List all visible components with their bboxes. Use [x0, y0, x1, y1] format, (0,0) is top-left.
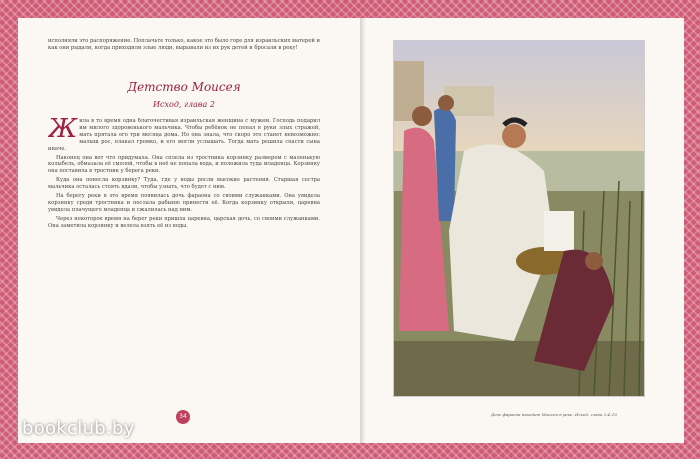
chapter-title: Детство Моисея	[127, 80, 241, 94]
paragraph: Наконец она вот что придумала. Она сплела из тростника корзинку размером с маленькую колыбель, обмазала её смолой, чтобы в неё не попала вода, и положила туда младенца. Корзинку она поставила в тростник у берега реки.	[48, 154, 320, 175]
book-gutter	[360, 18, 366, 443]
illustration	[393, 40, 645, 397]
chapter-body	[48, 118, 320, 403]
illustration-svg	[394, 41, 644, 396]
drop-cap: Ж	[48, 118, 78, 144]
chapter-subtitle: Исход, глава 2	[153, 100, 215, 109]
intro-paragraph: исполняли это распоряжение. Поплачьте только, какое это было горе для израильских матерей и как они рыдали, когда приходили злые люди, вырывали из их рук детей и бросали в реку!	[48, 38, 320, 51]
paragraph: Через некоторое время на берег реки пришла царевна, царская дочь, со своими служанками. Она заметила корзинку и велела взять её из воды.	[48, 215, 320, 229]
paragraph: ила в то время одна благочестивая израильская женщина с мужем. Господь подарил им милого здоровенького мальчика. Чтобы ребёнок не попал в руки злых стражей, мать прятала его три месяца дома. Но она знала, что скоро это станет невозможно: малыш рос, плакал громко, и его могли услышать. Тогда мать решила спасти сына иначе.	[48, 118, 320, 152]
paragraph: На берегу реки в это время появилась дочь фараона со своими служанками. Она увидела корзинку среди тростника и послала рабыню принести её. Когда корзинку открыли, царевна увидела плачущего младенца и сжалилась над ним.	[48, 193, 320, 213]
illustration-caption: Дочь фараона находит Моисея в реке. Исход, глава 2:4–10	[491, 412, 617, 417]
paragraph: Куда она понесла корзинку? Туда, где у воды росли высокие растения. Старшая сестра мальчика осталась стоять вдали, чтобы узнать, что будет с ним.	[48, 177, 320, 191]
watermark-logo: bookclub.by	[22, 418, 135, 439]
page-number: 34	[176, 410, 190, 424]
